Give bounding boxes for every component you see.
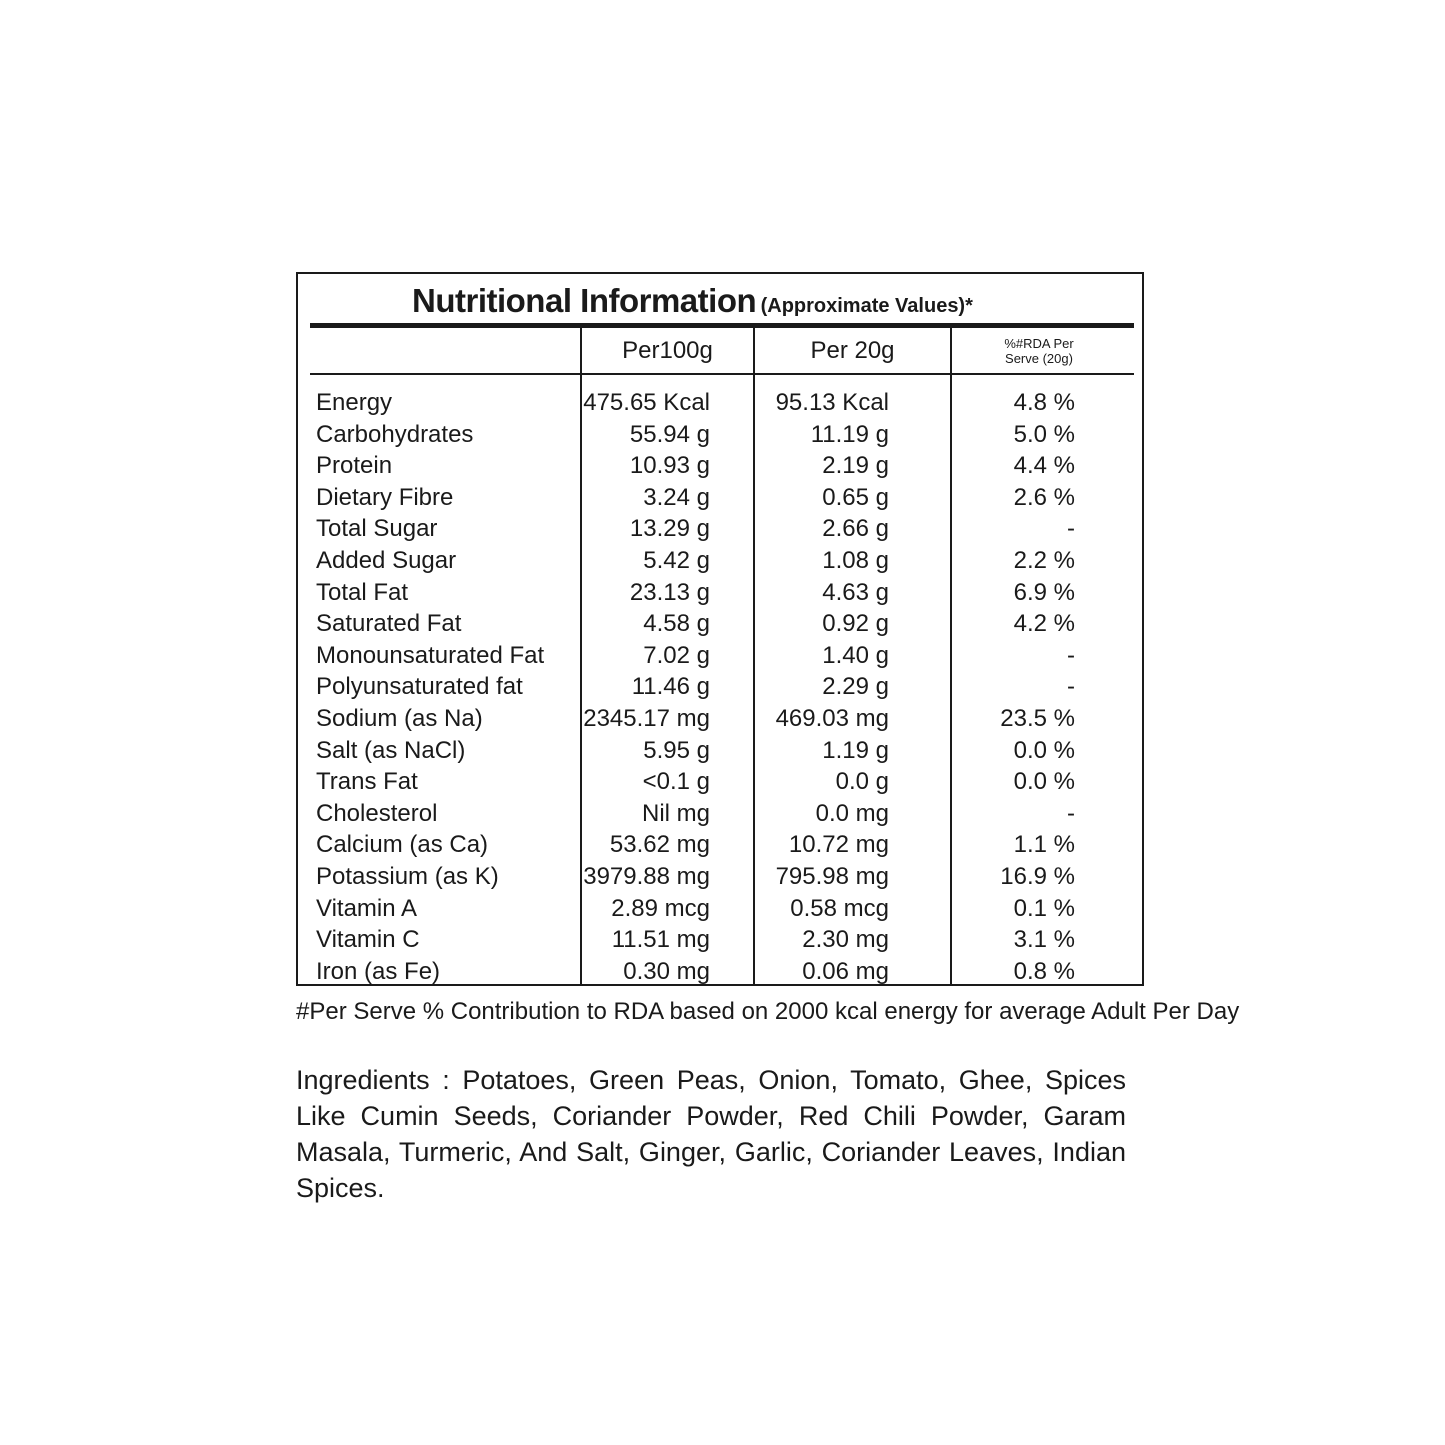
- value-per100g: 5.42 g: [643, 546, 710, 574]
- value-per100g: 55.94 g: [629, 420, 710, 448]
- nutrient-name: Monounsaturated Fat: [316, 641, 545, 669]
- value-per20g: 0.0 g: [835, 768, 889, 796]
- nutrient-name: Iron (as Fe): [316, 957, 441, 985]
- value-per100g: 5.95 g: [643, 736, 710, 764]
- value-per20g: 0.06 mg: [802, 957, 889, 985]
- value-rda: 2.6 %: [1013, 483, 1075, 511]
- value-per20g: 0.65 g: [822, 483, 889, 511]
- table-row: [298, 450, 1142, 482]
- value-per100g: 475.65 Kcal: [583, 389, 710, 416]
- value-rda: 4.4 %: [1013, 452, 1075, 480]
- value-rda: 5.0 %: [1013, 420, 1075, 448]
- table-row: [298, 513, 1142, 545]
- value-per100g: 7.02 g: [643, 641, 710, 669]
- value-per100g: 0.30 mg: [623, 957, 710, 985]
- value-per100g: 2.89 mcg: [611, 894, 710, 922]
- nutrient-name: Cholesterol: [316, 799, 438, 827]
- value-rda: 0.8 %: [1013, 957, 1075, 985]
- table-row: [298, 735, 1142, 767]
- value-rda: 3.1 %: [1013, 926, 1075, 954]
- value-rda: -: [1067, 799, 1075, 827]
- table-row: [298, 419, 1142, 451]
- value-per20g: 4.63 g: [822, 578, 889, 606]
- table-row: [298, 924, 1142, 956]
- value-per100g: 23.13 g: [629, 578, 710, 606]
- value-rda: 4.2 %: [1013, 610, 1075, 638]
- value-per20g: 0.58 mcg: [790, 894, 889, 922]
- nutrient-name: Saturated Fat: [316, 610, 462, 638]
- value-per100g: 4.58 g: [643, 610, 710, 638]
- value-rda: 23.5 %: [1000, 704, 1075, 732]
- rda-header-line1: %#RDA Per: [1004, 336, 1074, 351]
- title-main: Nutritional Information: [412, 282, 757, 319]
- value-per100g: 11.46 g: [631, 673, 710, 701]
- value-rda: 1.1 %: [1013, 831, 1075, 859]
- table-row: [298, 703, 1142, 735]
- value-rda: -: [1067, 641, 1075, 669]
- nutrient-name: Energy: [316, 389, 393, 416]
- value-per20g: 469.03 mg: [775, 704, 889, 732]
- nutrient-name: Potassium (as K): [316, 862, 499, 890]
- value-per100g: 13.29 g: [629, 515, 710, 543]
- table-row: [298, 829, 1142, 861]
- table-row: [298, 893, 1142, 925]
- value-rda: 2.2 %: [1013, 546, 1075, 574]
- value-per100g: Nil mg: [641, 799, 710, 827]
- table-row: [298, 387, 1142, 419]
- table-row: [298, 671, 1142, 703]
- nutrient-name: Added Sugar: [316, 546, 457, 574]
- value-per100g: 11.51 mg: [611, 926, 710, 954]
- value-per20g: 95.13 Kcal: [775, 389, 889, 416]
- table-row: [298, 766, 1142, 798]
- nutrition-panel: [296, 272, 1144, 986]
- column-header-per20g: Per 20g: [810, 337, 895, 364]
- value-per20g: 1.08 g: [822, 546, 889, 574]
- table-row: [298, 956, 1142, 988]
- value-per100g: 53.62 mg: [609, 831, 710, 859]
- column-header-rda: [952, 332, 1126, 370]
- rda-header-line2: Serve (20g): [1005, 351, 1073, 366]
- value-per100g: <0.1 g: [642, 768, 710, 796]
- header-rule-thin: [310, 373, 1134, 375]
- nutrient-name: Carbohydrates: [316, 420, 474, 448]
- table-row: [298, 798, 1142, 830]
- table-row: [298, 640, 1142, 672]
- value-rda: 4.8 %: [1013, 389, 1075, 416]
- nutrient-name: Polyunsaturated fat: [316, 673, 523, 701]
- nutrient-name: Vitamin C: [316, 926, 420, 954]
- table-row: [298, 545, 1142, 577]
- value-rda: -: [1067, 673, 1075, 701]
- value-rda: 16.9 %: [1000, 862, 1075, 890]
- table-row: [298, 861, 1142, 893]
- value-per20g: 1.40 g: [822, 641, 889, 669]
- value-per20g: 0.92 g: [822, 610, 889, 638]
- value-rda: 6.9 %: [1013, 578, 1075, 606]
- nutrition-rows: [298, 387, 1142, 987]
- value-per20g: 2.66 g: [822, 515, 889, 543]
- value-per100g: 10.93 g: [629, 452, 710, 480]
- value-per100g: 2345.17 mg: [583, 704, 710, 732]
- value-per20g: 2.19 g: [822, 452, 889, 480]
- value-rda: 0.1 %: [1013, 894, 1075, 922]
- value-per20g: 10.72 mg: [788, 831, 889, 859]
- ingredients-text: Ingredients : Potatoes, Green Peas, Onion, Tomato, Ghee, Spices Like Cumin Seeds, Coriander Powder, Red Chili Powder, Garam Masala, Turmeric, And Salt, Ginger, Garlic, Coriander Leaves, Indian Spices.: [296, 1065, 1126, 1203]
- column-header-per100g: Per100g: [622, 337, 713, 364]
- nutrient-name: Protein: [316, 452, 393, 480]
- table-row: [298, 482, 1142, 514]
- nutrient-name: Salt (as NaCl): [316, 736, 466, 764]
- nutrient-name: Calcium (as Ca): [316, 831, 489, 859]
- nutrient-name: Trans Fat: [316, 768, 418, 796]
- nutrient-name: Vitamin A: [316, 894, 417, 922]
- value-per100g: 3979.88 mg: [583, 862, 710, 890]
- value-per20g: 795.98 mg: [775, 862, 889, 890]
- nutrient-name: Sodium (as Na): [316, 704, 483, 732]
- nutrient-name: Total Sugar: [316, 515, 438, 543]
- value-rda: 0.0 %: [1013, 768, 1075, 796]
- value-per20g: 2.30 mg: [802, 926, 889, 954]
- value-rda: -: [1067, 515, 1075, 543]
- value-per20g: 1.19 g: [822, 736, 889, 764]
- table-row: [298, 577, 1142, 609]
- header-rule-thick: [310, 323, 1134, 328]
- title-subtitle: (Approximate Values)*: [760, 295, 973, 317]
- value-per20g: 0.0 mg: [815, 799, 889, 827]
- value-per20g: 2.29 g: [822, 673, 889, 701]
- nutrient-name: Dietary Fibre: [316, 483, 454, 511]
- table-row: [298, 608, 1142, 640]
- value-per100g: 3.24 g: [643, 483, 710, 511]
- value-per20g: 11.19 g: [810, 420, 889, 448]
- nutrient-name: Total Fat: [316, 578, 409, 606]
- nutrition-title: [412, 282, 973, 320]
- value-rda: 0.0 %: [1013, 736, 1075, 764]
- rda-footnote: #Per Serve % Contribution to RDA based on 2000 kcal energy for average Adult Per Day: [296, 998, 1240, 1025]
